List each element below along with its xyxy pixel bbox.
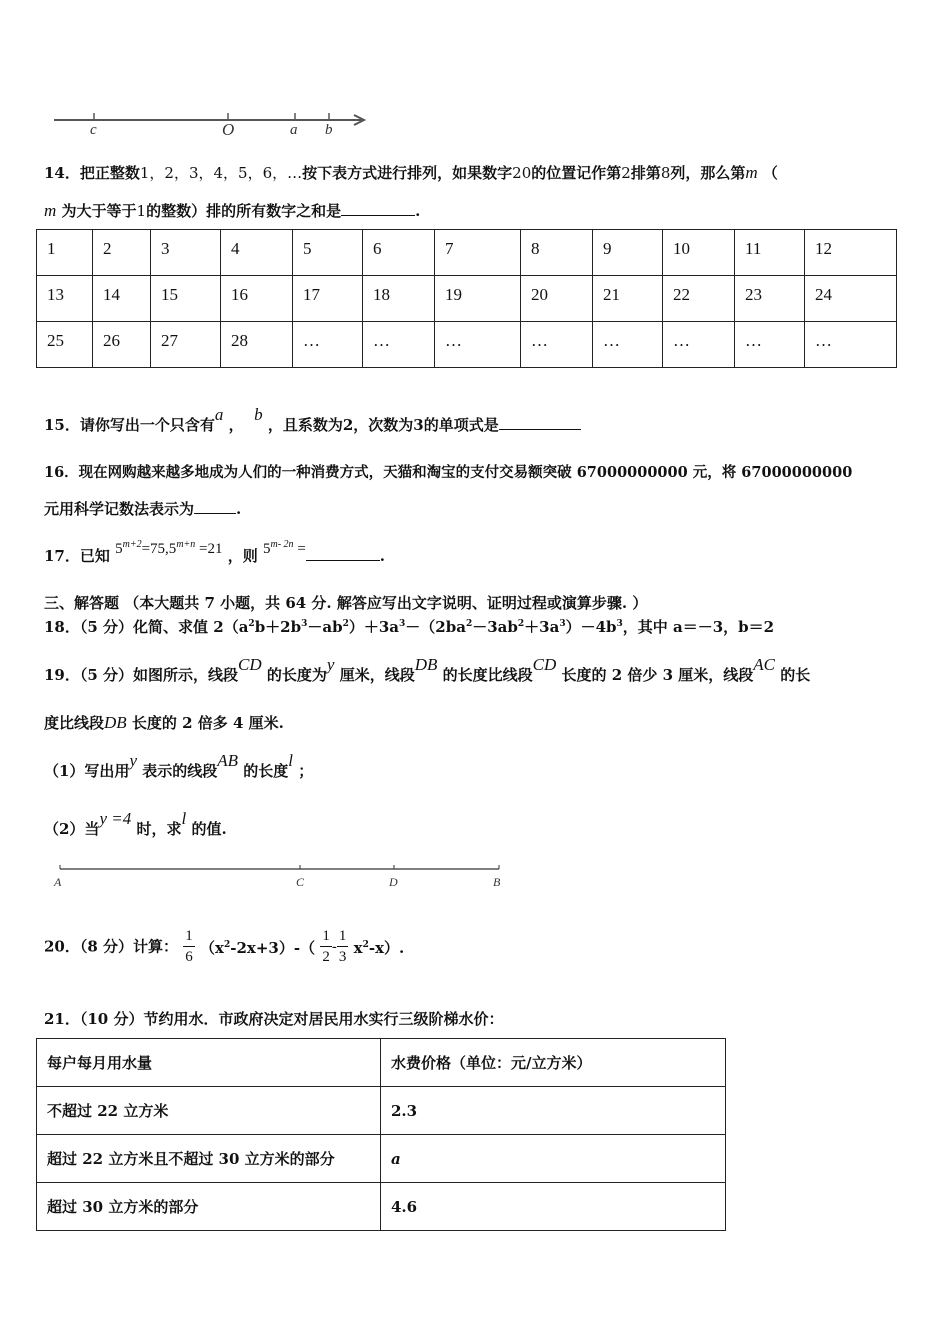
q18-text: ）＋3a [348, 618, 400, 636]
table-row [37, 1087, 726, 1135]
q19-text: （2）当 [44, 820, 100, 838]
label-o: O [222, 120, 235, 139]
grid-cell: 18 [363, 276, 435, 322]
grid-cell: 25 [37, 322, 93, 368]
grid-cell: 9 [593, 230, 663, 276]
q15-var-a: a [214, 405, 224, 424]
label-a: A [54, 875, 62, 889]
fraction-one-sixth [183, 926, 195, 967]
label-a: a [290, 122, 298, 138]
grid-cell: … [363, 322, 435, 368]
q19-var-l: l [181, 809, 187, 828]
grid-row [37, 276, 897, 322]
question-18 [44, 616, 774, 637]
q19-var-db: DB [414, 655, 438, 674]
q19-text: （1）写出用 [44, 762, 130, 780]
q18-text: －3ab [472, 618, 518, 636]
question-16-line-2 [44, 498, 241, 519]
grid-cell: 7 [435, 230, 521, 276]
q14-text: 按下表方式进行排列，如果数字 [302, 164, 513, 182]
q19-var-cd: CD [238, 655, 262, 674]
q17-equals: = [297, 541, 306, 557]
section-3-title: 三、解答题 （本大题共 7 小题，共 64 分. 解答应写出文字说明、证明过程或演算步骤. ） [44, 594, 648, 612]
q19-var-l: l [288, 751, 294, 770]
q18-text: b＋2b [254, 618, 302, 636]
q15-text: 15．请你写出一个只含有 [44, 416, 215, 434]
grid-cell: … [663, 322, 735, 368]
q20-sup: 2 [362, 940, 369, 950]
q20-text: -x）. [368, 939, 405, 957]
question-21: 21．（10 分）节约用水．市政府决定对居民用水实行三级阶梯水价： [44, 1010, 504, 1028]
table-cell: 超过 22 立方米且不超过 30 立方米的部分 [37, 1135, 381, 1183]
grid-cell: 4 [221, 230, 293, 276]
table-cell: 超过 30 立方米的部分 [37, 1183, 381, 1231]
q20-text: -2x+3）-（ [230, 939, 316, 957]
grid-cell: … [521, 322, 593, 368]
q19-condition: y =4 [99, 809, 132, 828]
q14-text: 列，那么第 [670, 164, 746, 182]
grid-cell: 8 [521, 230, 593, 276]
q14-text: （ [762, 164, 778, 182]
label-c: C [296, 875, 305, 889]
q17-exponent: m+n [176, 539, 196, 550]
q18-text: 18．（5 分）化简、求值 2（a [44, 618, 249, 636]
q20-expr [354, 939, 405, 957]
q17-value: =21 [199, 541, 223, 557]
grid-cell: 3 [151, 230, 221, 276]
q18-sup: 3 [559, 619, 566, 629]
grid-cell: 16 [221, 276, 293, 322]
grid-cell: 2 [93, 230, 151, 276]
q19-var-cd: CD [532, 655, 557, 674]
grid-cell: 1 [37, 230, 93, 276]
q17-text: ，则 [227, 547, 258, 565]
grid-cell: 27 [151, 322, 221, 368]
fraction-numerator: 1 [320, 926, 332, 947]
grid-cell: 21 [593, 276, 663, 322]
fraction-numerator: 1 [183, 926, 195, 947]
table-row [37, 1135, 726, 1183]
grid-cell: … [435, 322, 521, 368]
q19-text: 的长度 [243, 762, 289, 780]
q19-text: 表示的线段 [142, 762, 218, 780]
q14-text: 的整数）排的所有数字之和是 [146, 202, 342, 220]
q18-text: ＋3a [524, 618, 560, 636]
q17-base: 5 [115, 541, 123, 557]
grid-cell: 26 [93, 322, 151, 368]
q18-sup: 2 [342, 619, 349, 629]
q20-minus: - [331, 937, 337, 956]
q18-text: ）－4b [565, 618, 617, 636]
table-cell: 4.6 [381, 1183, 726, 1231]
q19-text: 的值. [191, 820, 227, 838]
table-header-cell: 水费价格（单位：元/立方米） [381, 1039, 726, 1087]
question-16-line-1: 16．现在网购越来越多地成为人们的一种消费方式，天猫和淘宝的支付交易额突破 67000000000 元，将 67000000000 [44, 464, 853, 481]
q17-target [263, 541, 306, 557]
table-row [37, 1183, 726, 1231]
q14-num: 20 [512, 164, 532, 182]
grid-cell: … [593, 322, 663, 368]
fraction-one-half [320, 926, 332, 967]
answer-blank[interactable] [341, 201, 415, 216]
grid-cell: 5 [293, 230, 363, 276]
table-header-cell: 每户每月用水量 [37, 1039, 381, 1087]
q18-text: －（2ba [405, 618, 466, 636]
q17-expression [115, 541, 222, 557]
grid-cell: 10 [663, 230, 735, 276]
q14-text: 的位置记作第 [531, 164, 622, 182]
grid-cell: 17 [293, 276, 363, 322]
question-20 [44, 926, 404, 967]
fraction-denominator: 6 [185, 949, 193, 965]
q19-text: ； [298, 762, 314, 780]
grid-cell: 6 [363, 230, 435, 276]
q18-text: ，其中 a＝－3，b＝2 [622, 618, 775, 636]
grid-cell: 20 [521, 276, 593, 322]
q15-var-b: b [254, 405, 263, 424]
q14-text: 为大于等于 [61, 202, 137, 220]
q17-value: =75,5 [141, 541, 177, 557]
grid-cell: 28 [221, 322, 293, 368]
q17-exponent: m- 2n [270, 539, 294, 550]
grid-cell: … [735, 322, 805, 368]
grid-cell: 22 [663, 276, 735, 322]
grid-cell: 11 [735, 230, 805, 276]
table-cell: 2.3 [381, 1087, 726, 1135]
q18-text: －ab [307, 618, 343, 636]
q15-sep: ， [228, 416, 244, 434]
q19-text: 长度的 2 倍多 4 厘米. [131, 714, 284, 732]
q14-text: . [415, 202, 421, 220]
q14-num: 8 [660, 164, 671, 182]
q18-sup: 3 [399, 619, 406, 629]
grid-cell: 13 [37, 276, 93, 322]
fraction-denominator: 2 [322, 949, 330, 965]
q19-var-ab: AB [217, 751, 239, 770]
q19-text: 厘米，线段 [339, 666, 415, 684]
q18-sup: 2 [517, 619, 525, 629]
table-header-row [37, 1039, 726, 1087]
answer-blank[interactable] [306, 546, 380, 561]
water-price-table [36, 1038, 726, 1231]
q17-text: . [379, 547, 386, 565]
q19-var-ac: AC [753, 655, 775, 674]
q18-sup: 2 [248, 619, 255, 629]
answer-blank[interactable] [499, 415, 581, 430]
grid-cell: 15 [151, 276, 221, 322]
grid-cell: 12 [805, 230, 897, 276]
q19-text: 19．（5 分）如图所示，线段 [44, 666, 239, 684]
q16-text: 元用科学记数法表示为 [44, 500, 195, 518]
fraction-numerator: 1 [337, 926, 349, 947]
q18-sup: 3 [616, 619, 623, 629]
label-c: c [90, 122, 97, 138]
table-cell: a [381, 1135, 726, 1183]
question-19-part-2 [44, 809, 227, 839]
fraction-one-third [337, 926, 349, 967]
table-cell: 不超过 22 立方米 [37, 1087, 381, 1135]
q16-text: . [236, 500, 242, 518]
question-17 [44, 539, 386, 566]
q20-text: 20．（8 分）计算： [44, 937, 179, 956]
question-14-line-1 [44, 162, 778, 183]
q19-text: 时，求 [136, 820, 182, 838]
question-14-line-2 [44, 200, 420, 221]
q14-text: 排第 [630, 164, 661, 182]
q19-text: 的长 [780, 666, 811, 684]
q19-text: 的长度为 [266, 666, 327, 684]
q14-var-m: m [745, 163, 758, 182]
q14-num: 1 [136, 202, 147, 220]
q20-text: x [353, 939, 363, 957]
grid-cell: 19 [435, 276, 521, 322]
label-d: D [389, 875, 398, 889]
q19-var-y: y [326, 655, 335, 674]
question-19-part-1 [44, 751, 314, 781]
q17-base: 5 [263, 541, 271, 557]
q19-text: 长度的 2 倍少 3 厘米，线段 [561, 666, 754, 684]
q18-sup: 2 [465, 619, 473, 629]
q15-text: ，且系数为2，次数为3的单项式是 [267, 416, 499, 434]
grid-cell: 14 [93, 276, 151, 322]
grid-cell: … [293, 322, 363, 368]
q17-exponent: m+2 [122, 539, 142, 550]
q14-num: 2 [621, 164, 631, 182]
q14-var-m: m [44, 201, 57, 220]
q14-text: 14．把正整数 [44, 164, 140, 182]
grid-row [37, 322, 897, 368]
label-b: B [493, 875, 501, 889]
question-15 [44, 405, 581, 435]
q19-text: 的长度比线段 [442, 666, 533, 684]
question-19-line-1 [44, 655, 811, 685]
fraction-denominator: 3 [338, 949, 347, 965]
grid-cell: … [805, 322, 897, 368]
q20-sup: 2 [223, 940, 231, 950]
q19-text: 度比线段 [44, 714, 105, 732]
grid-cell: 24 [805, 276, 897, 322]
grid-cell: 23 [735, 276, 805, 322]
grid-row [37, 230, 897, 276]
question-19-line-2 [44, 712, 284, 733]
q19-var-db: DB [104, 713, 127, 732]
q20-text: （x [200, 939, 224, 957]
q18-sup: 3 [301, 619, 308, 629]
q19-var-y: y [129, 751, 137, 770]
segment-diagram [55, 862, 505, 876]
number-grid [36, 229, 897, 368]
q17-text: 17．已知 [44, 547, 110, 565]
label-b: b [325, 122, 333, 138]
answer-blank[interactable] [194, 499, 236, 514]
q20-expr [200, 939, 315, 957]
q14-sequence: 1，2，3，4，5，6，… [139, 164, 303, 182]
